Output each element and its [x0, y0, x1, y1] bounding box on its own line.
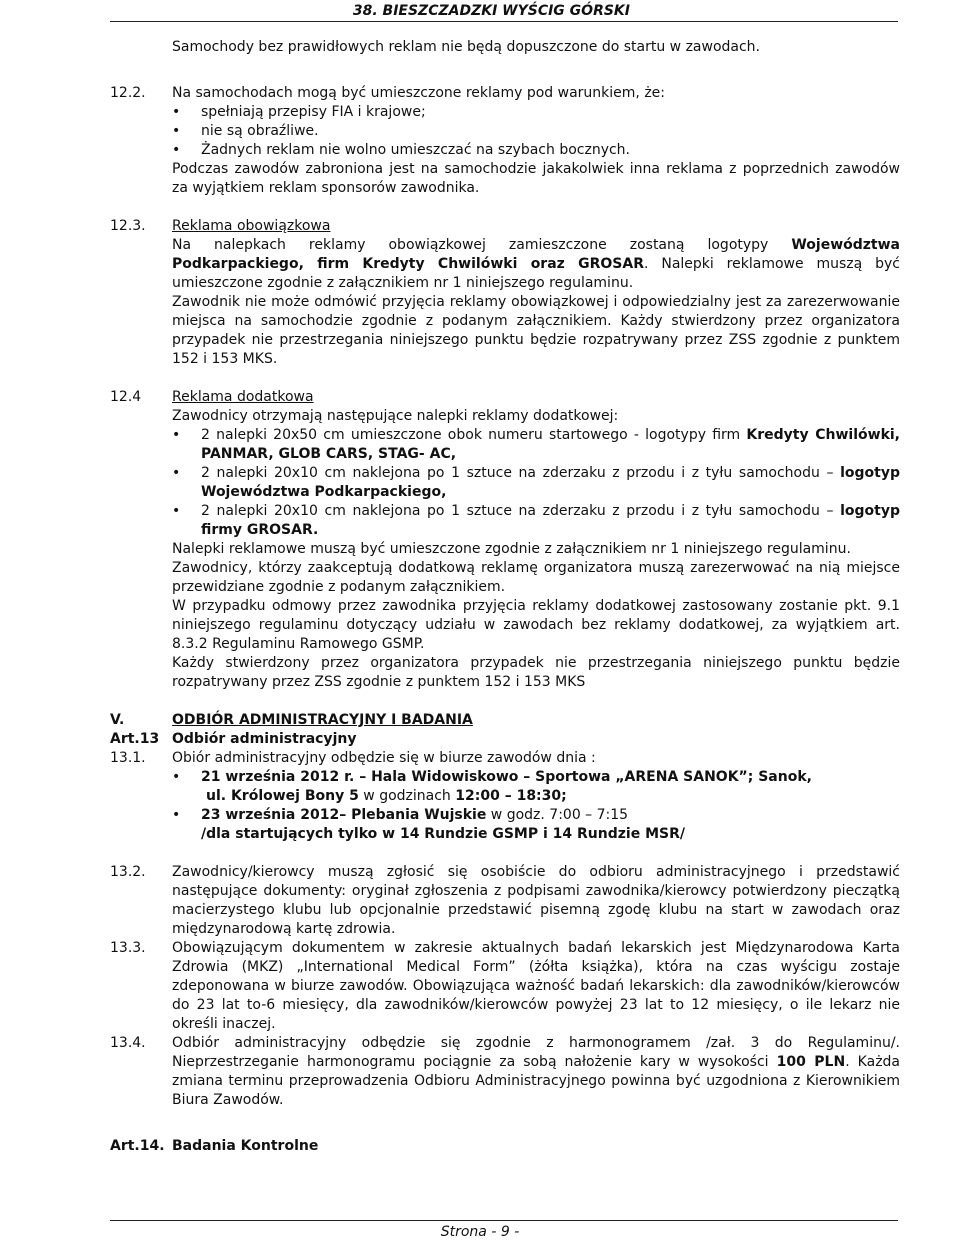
list-item: • 2 nalepki 20x10 cm naklejona po 1 sztuce na zderzaku z przodu i z tyłu samochodu – logotyp Województwa Podkarpackiego,: [172, 464, 900, 502]
section-paragraph: W przypadku odmowy przez zawodnika przyjęcia reklamy dodatkowej zastosowany zostanie pkt. 9.1 niniejszego regulaminu dotyczący udziału w zawodach bez reklamy dodatkowej, za wyjątkiem art. 8.3.2 Regulaminu Ramowego GSMP.: [172, 598, 900, 652]
footer-divider: [110, 1220, 898, 1221]
article-heading: [110, 730, 900, 749]
page-header: [0, 0, 960, 22]
section-lead: Zawodnicy otrzymają następujące nalepki reklamy dodatkowej:: [172, 408, 619, 424]
intro-paragraph: Samochody bez prawidłowych reklam nie będą dopuszczone do startu w zawodach.: [172, 39, 761, 55]
section-number: 13.2.: [110, 864, 146, 880]
section-paragraph: Zawodnicy, którzy zaakceptują dodatkową reklamę organizatora muszą zarezerwować na nią miejsce przewidziane zgodnie z podanym załącznikiem.: [172, 560, 900, 595]
section-paragraph: Podczas zawodów zabroniona jest na samochodzie jakakolwiek inna reklama z poprzednich zawodów za wyjątkiem reklam sponsorów zawodnika.: [172, 161, 900, 196]
section-title: Reklama dodatkowa: [172, 389, 314, 405]
section-number: 12.2.: [110, 85, 146, 101]
article-title: Odbiór administracyjny: [172, 731, 357, 747]
section-13-3: [110, 939, 900, 1034]
list-item: • Żadnych reklam nie wolno umieszczać na szybach bocznych.: [172, 141, 900, 160]
chapter-heading: [110, 711, 900, 730]
intro-section: [110, 38, 900, 57]
article-title: Badania Kontrolne: [172, 1138, 319, 1154]
article-number: Art.14.: [110, 1138, 165, 1154]
section-lead: Obiór administracyjny odbędzie się w biurze zawodów dnia :: [172, 750, 596, 766]
article-heading: [110, 1137, 900, 1156]
list-item: • 2 nalepki 20x50 cm umieszczone obok numeru startowego - logotypy firm Kredyty Chwilówki, PANMAR, GLOB CARS, STAG- AC,: [172, 426, 900, 464]
section-lead: Na samochodach mogą być umieszczone reklamy pod warunkiem, że:: [172, 85, 666, 101]
document-title: 38. BIESZCZADZKI WYŚCIG GÓRSKI: [352, 3, 630, 19]
list-item: • nie są obraźliwe.: [172, 122, 900, 141]
section-number: 13.4.: [110, 1035, 146, 1051]
section-number: 12.3.: [110, 218, 146, 234]
chapter-number: V.: [110, 712, 125, 728]
section-number: 13.1.: [110, 750, 146, 766]
bullet-list: [172, 426, 900, 540]
section-title: Reklama obowiązkowa: [172, 218, 331, 234]
article-number: Art.13: [110, 731, 160, 747]
section-12-3: [110, 217, 900, 369]
section-paragraph: Odbiór administracyjny odbędzie się zgodnie z harmonogramem /zał. 3 do Regulaminu/. Nieprzestrzeganie harmonogramu pociągnie za sobą nałożenie kary w wysokości 100 PLN. Każda zmiana terminu przeprowadzenia Odbioru Administracyjnego powinna być uzgodniona z Kierownikiem Biura Zawodów.: [172, 1035, 901, 1108]
section-13-1: [110, 749, 900, 844]
section-13-2: [110, 863, 900, 939]
list-item: • 2 nalepki 20x10 cm naklejona po 1 sztuce na zderzaku z przodu i z tyłu samochodu – logotyp firmy GROSAR.: [172, 502, 900, 540]
list-item: • 21 września 2012 r. – Hala Widowiskowo – Sportowa „ARENA SANOK”; Sanok, ul. Królowej Bony 5 w godzinach 12:00 – 18:30;: [172, 768, 900, 806]
document-body: [110, 38, 900, 1156]
section-paragraph: Zawodnicy/kierowcy muszą zgłosić się osobiście do odbioru administracyjnego i przedstawić następujące dokumenty: oryginał zgłoszenia z podpisami zawodnika/kierowcy potwierdzony pieczątką macierzystego klubu lub opcjonalnie przedstawić pisemną zgodę klubu na start w zawodach oraz międzynarodową kartę zdrowia.: [172, 864, 900, 937]
section-paragraph: Na nalepkach reklamy obowiązkowej zamieszczone zostaną logotypy Województwa Podkarpackiego, firm Kredyty Chwilówki oraz GROSAR. Nalepki reklamowe muszą być umieszczone zgodnie z załącznikiem nr 1 niniejszego regulaminu.: [172, 237, 900, 291]
section-number: 12.4: [110, 389, 142, 405]
list-item: • 23 września 2012– Plebania Wujskie w godz. 7:00 – 7:15 /dla startujących tylko w 14 Rundzie GSMP i 14 Rundzie MSR/: [172, 806, 900, 844]
section-number: 13.3.: [110, 940, 146, 956]
section-12-4: [110, 388, 900, 692]
bullet-list: [172, 103, 900, 160]
page-number: Strona - 9 -: [440, 1224, 520, 1240]
bullet-list: [172, 768, 900, 844]
header-divider: [110, 21, 898, 22]
list-item: • spełniają przepisy FIA i krajowe;: [172, 103, 900, 122]
section-paragraph: Nalepki reklamowe muszą być umieszczone zgodnie z załącznikiem nr 1 niniejszego regulaminu.: [172, 541, 851, 557]
chapter-title: ODBIÓR ADMINISTRACYJNY I BADANIA: [172, 712, 473, 728]
section-13-4: [110, 1034, 900, 1110]
section-12-2: [110, 84, 900, 198]
section-paragraph: Obowiązującym dokumentem w zakresie aktualnych badań lekarskich jest Międzynarodowa Karta Zdrowia (MKZ) „International Medical Form” (żółta książka), która na czas wyścigu zostaje zdeponowana w biurze zawodów. Obowiązująca ważność badań lekarskich: dla zawodników/kierowców do 23 lat to-6 miesięcy, dla zawodników/kierowców powyżej 23 lat to 12 miesięcy, o ile lekarz nie określi inaczej.: [172, 940, 900, 1032]
section-paragraph: Zawodnik nie może odmówić przyjęcia reklamy obowiązkowej i odpowiedzialny jest za zarezerwowanie miejsca na samochodzie zgodnie z podanym załącznikiem. Każdy stwierdzony przez organizatora przypadek nie przestrzegania niniejszego punktu będzie rozpatrywany przez ZSS zgodnie z punktem 152 i 153 MKS.: [172, 294, 900, 367]
section-paragraph: Każdy stwierdzony przez organizatora przypadek nie przestrzegania niniejszego punktu będzie rozpatrywany przez ZSS zgodnie z punktem 152 i 153 MKS: [172, 655, 900, 690]
